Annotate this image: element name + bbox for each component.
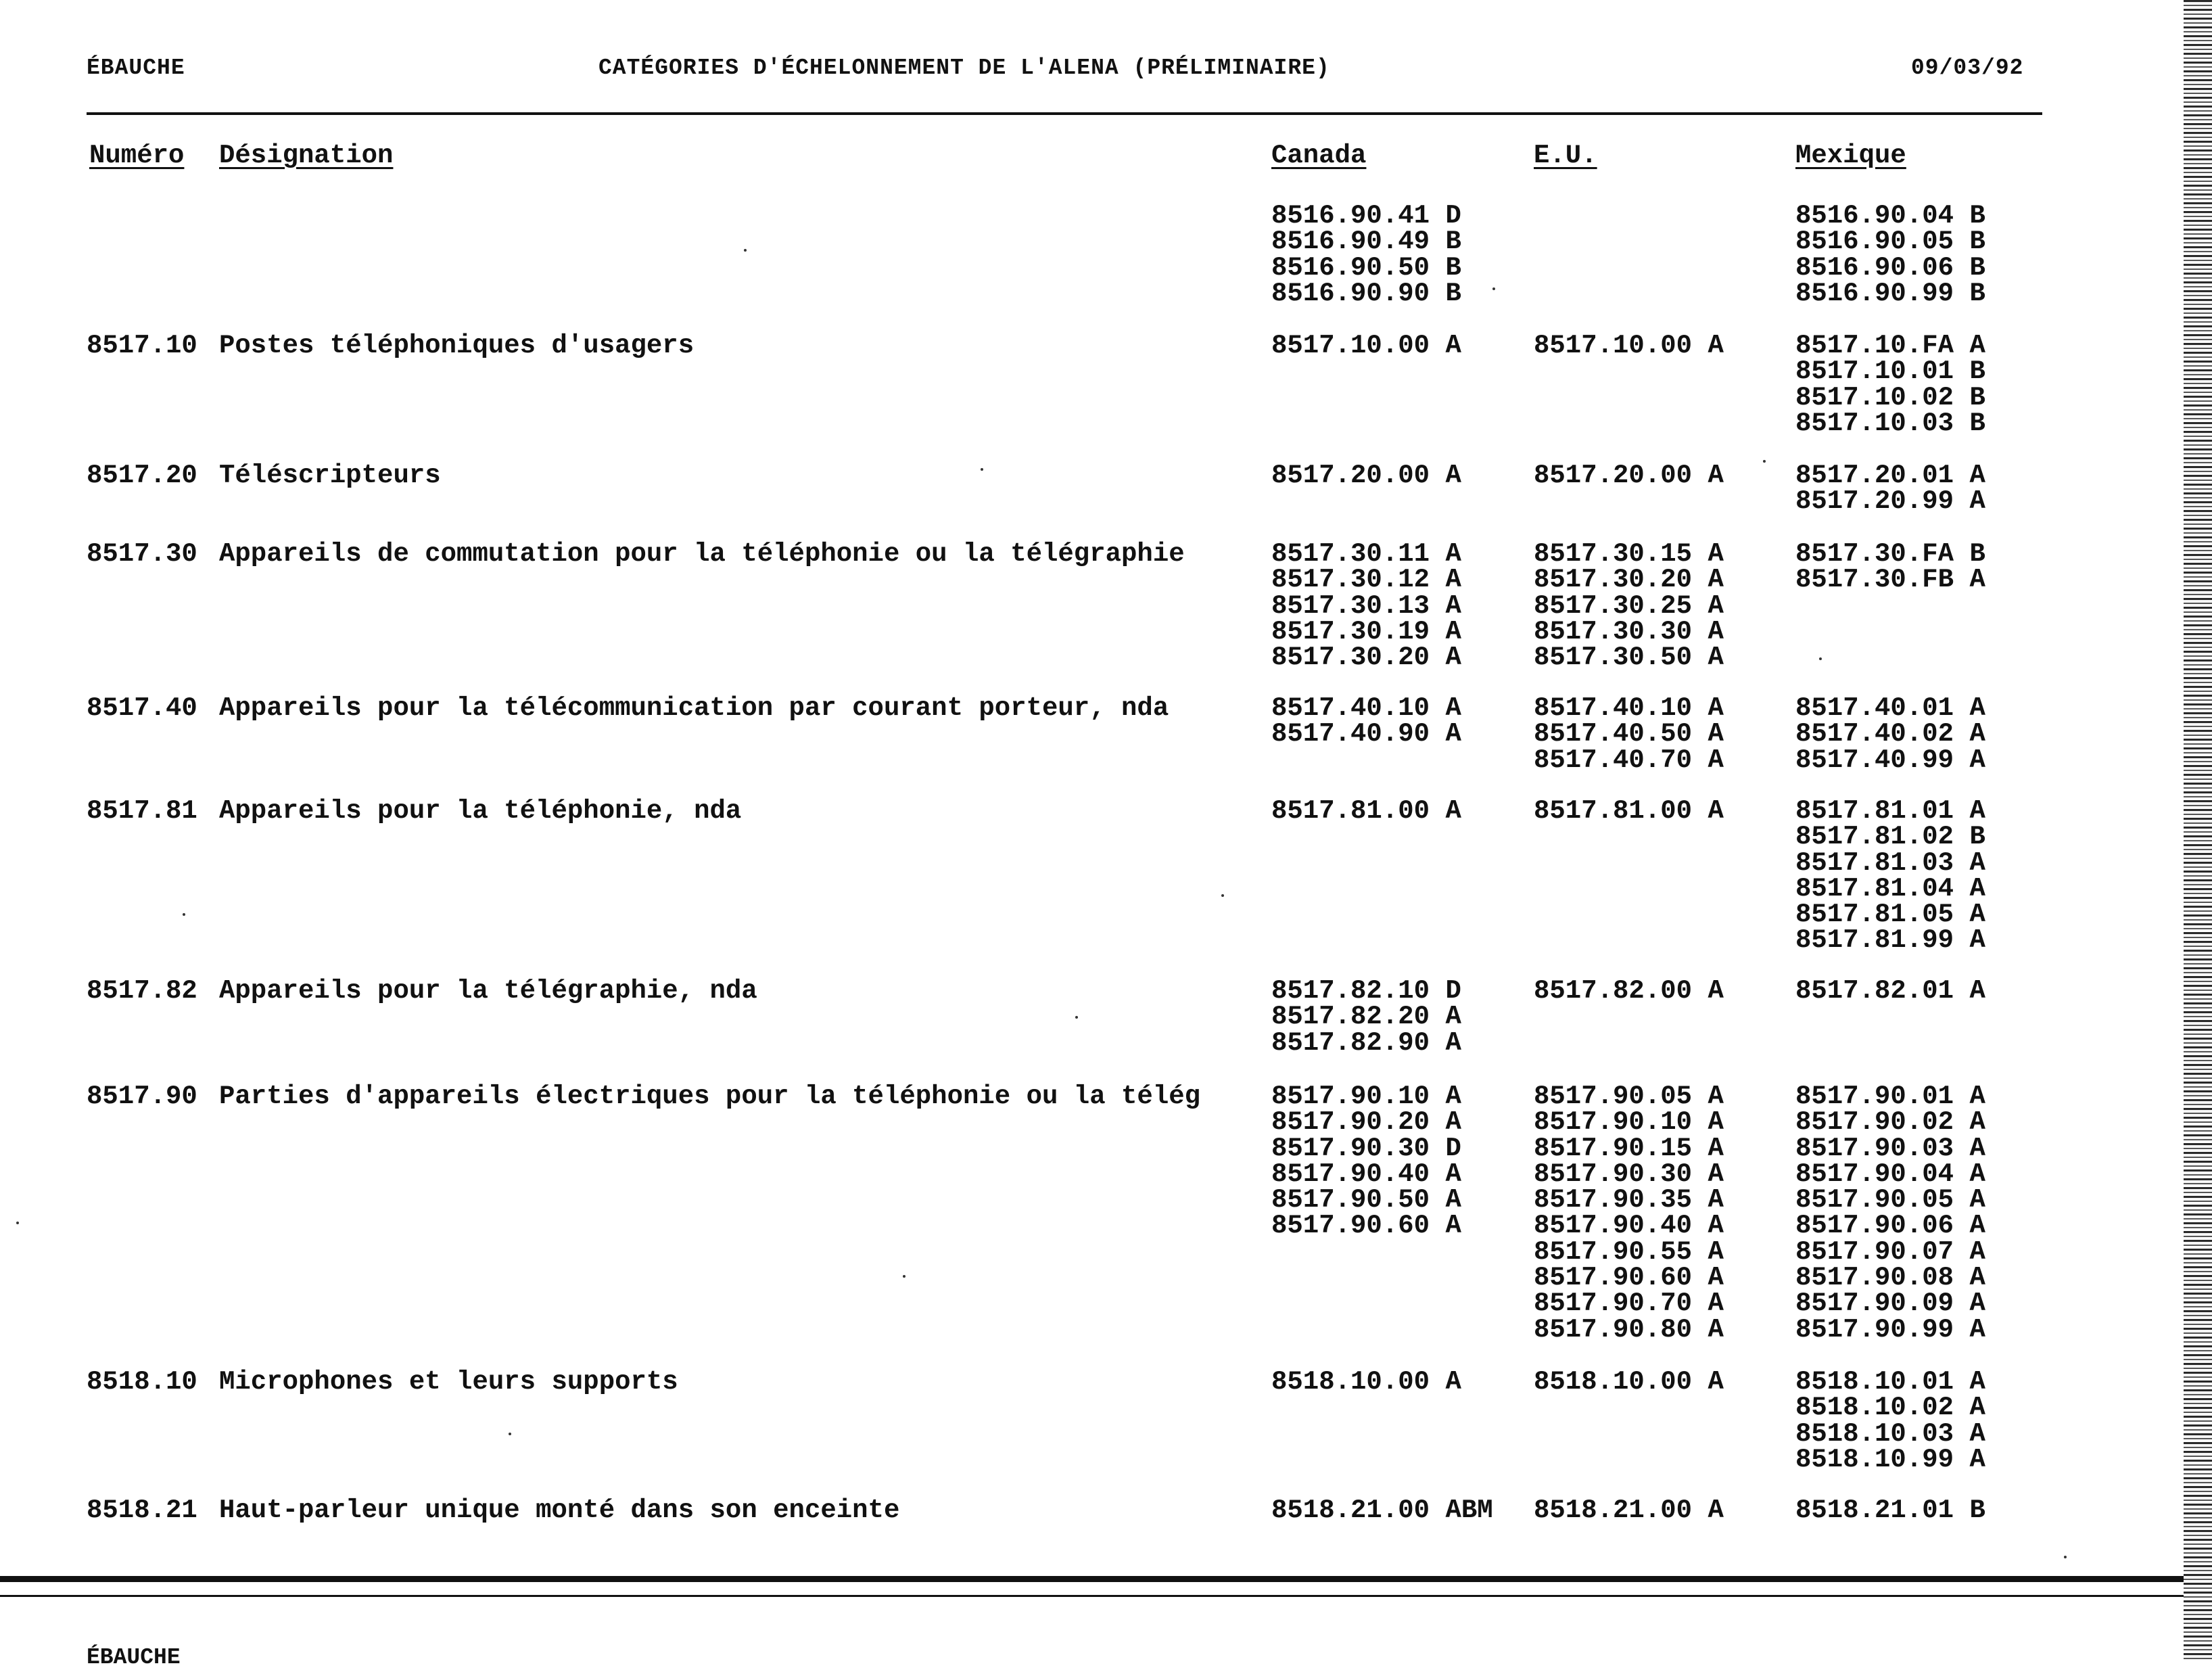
- scan-speck: [183, 913, 185, 916]
- staging-code: 8517.90.05 A: [1534, 1082, 1724, 1111]
- tariff-number: 8517.82: [87, 976, 197, 1006]
- staging-code: 8517.82.90 A: [1271, 1027, 1461, 1058]
- column-header-designation: Désignation: [219, 141, 394, 170]
- scan-speck: [1763, 460, 1766, 463]
- staging-code: 8517.90.40 A: [1271, 1159, 1461, 1189]
- eu-codes: [1534, 1084, 1724, 1343]
- staging-code: 8517.10.03 B: [1795, 408, 1985, 438]
- staging-code: 8517.40.02 A: [1795, 719, 1985, 749]
- staging-code: 8517.10.00 A: [1534, 331, 1724, 361]
- eu-codes: [1534, 1369, 1724, 1395]
- staging-code: 8517.90.70 A: [1534, 1289, 1724, 1319]
- tariff-designation: Appareils de commutation pour la téléphonie ou la télégraphie: [219, 539, 1185, 569]
- staging-code: 8518.10.03 A: [1795, 1418, 1985, 1449]
- staging-code: 8517.40.10 A: [1534, 693, 1724, 723]
- scan-speck: [1819, 657, 1822, 660]
- staging-code: 8517.90.50 A: [1271, 1185, 1461, 1215]
- tariff-number: 8517.40: [87, 693, 197, 723]
- staging-code: 8516.90.50 B: [1271, 252, 1461, 283]
- eu-codes: [1534, 463, 1724, 488]
- staging-code: 8517.30.19 A: [1271, 616, 1461, 647]
- tariff-designation: Appareils pour la télécommunication par courant porteur, nda: [219, 693, 1169, 723]
- draft-label: ÉBAUCHE: [87, 55, 185, 80]
- staging-code: 8517.81.02 B: [1795, 822, 1985, 852]
- next-page-draft-label: ÉBAUCHE: [87, 1645, 181, 1670]
- column-header-canada: Canada: [1271, 141, 1367, 170]
- staging-code: 8516.90.06 B: [1795, 252, 1985, 283]
- staging-code: 8517.90.07 A: [1795, 1236, 1985, 1267]
- mexique-codes: [1795, 978, 1985, 1004]
- staging-code: 8517.20.00 A: [1271, 461, 1461, 490]
- staging-code: 8517.90.04 A: [1795, 1159, 1985, 1189]
- eu-codes: [1534, 1495, 1724, 1525]
- canada-codes: [1271, 1369, 1461, 1395]
- staging-code: 8517.81.00 A: [1534, 796, 1724, 826]
- mexique-codes: [1795, 203, 1985, 306]
- staging-code: 8516.90.05 B: [1795, 227, 1985, 257]
- canada-codes: [1271, 203, 1461, 306]
- tariff-number: 8517.10: [87, 331, 197, 361]
- staging-code: 8517.40.90 A: [1271, 719, 1461, 749]
- scan-speck: [1075, 1016, 1078, 1019]
- staging-code: 8517.81.04 A: [1795, 873, 1985, 904]
- staging-code: 8516.90.90 B: [1271, 278, 1461, 308]
- mexique-codes: [1795, 463, 1985, 515]
- staging-code: 8517.30.30 A: [1534, 616, 1724, 647]
- staging-code: 8517.82.10 D: [1271, 976, 1461, 1006]
- staging-code: 8517.20.99 A: [1795, 486, 1985, 517]
- column-header-eu: E.U.: [1534, 141, 1597, 170]
- staging-code: 8517.90.35 A: [1534, 1185, 1724, 1215]
- page-title: CATÉGORIES D'ÉCHELONNEMENT DE L'ALENA (PRÉLIMINAIRE): [598, 55, 1330, 80]
- staging-code: 8517.90.06 A: [1795, 1211, 1985, 1241]
- staging-code: 8518.10.01 A: [1795, 1367, 1985, 1397]
- scan-edge: [2184, 0, 2212, 1661]
- mexique-codes: [1795, 1367, 1985, 1475]
- staging-code: 8517.30.50 A: [1534, 643, 1724, 673]
- mexique-codes: [1795, 695, 1985, 773]
- tariff-number: 8517.30: [87, 539, 197, 569]
- tariff-designation: Parties d'appareils électriques pour la téléphonie ou la télég: [219, 1082, 1201, 1111]
- staging-code: 8518.10.00 A: [1271, 1367, 1461, 1397]
- staging-code: 8517.90.30 A: [1534, 1159, 1724, 1189]
- staging-code: 8517.82.01 A: [1795, 976, 1985, 1006]
- scan-speck: [744, 249, 747, 252]
- column-header-mexique: Mexique: [1795, 141, 1906, 170]
- staging-code: 8517.40.70 A: [1534, 745, 1724, 775]
- staging-code: 8517.10.00 A: [1271, 331, 1461, 361]
- staging-code: 8516.90.99 B: [1795, 278, 1985, 308]
- staging-code: 8517.40.10 A: [1271, 693, 1461, 723]
- tariff-designation: Haut-parleur unique monté dans son enceinte: [219, 1495, 900, 1525]
- eu-codes: [1534, 331, 1724, 361]
- staging-code: 8517.30.20 A: [1271, 643, 1461, 673]
- canada-codes: [1271, 1495, 1493, 1525]
- tariff-number: 8517.90: [87, 1082, 197, 1111]
- staging-code: 8517.90.03 A: [1795, 1133, 1985, 1163]
- staging-code: 8517.81.00 A: [1271, 796, 1461, 826]
- staging-code: 8517.81.01 A: [1795, 796, 1985, 826]
- staging-code: 8517.90.02 A: [1795, 1107, 1985, 1138]
- staging-code: 8517.10.02 B: [1795, 382, 1985, 413]
- staging-code: 8517.90.09 A: [1795, 1289, 1985, 1319]
- staging-code: 8518.21.00 A: [1534, 1495, 1724, 1525]
- mexique-codes: [1795, 541, 1985, 593]
- tariff-designation: Microphones et leurs supports: [219, 1367, 678, 1397]
- staging-code: 8517.20.00 A: [1534, 461, 1724, 490]
- tariff-number: 8517.20: [87, 461, 197, 490]
- scan-speck: [2064, 1556, 2067, 1558]
- scan-speck: [903, 1275, 905, 1278]
- staging-code: 8516.90.41 D: [1271, 201, 1461, 231]
- eu-codes: [1534, 798, 1724, 824]
- staging-code: 8517.90.01 A: [1795, 1082, 1985, 1111]
- page-break-rule-thin: [0, 1595, 2184, 1597]
- page-break-rule-thick: [0, 1576, 2184, 1582]
- staging-code: 8517.90.60 A: [1271, 1211, 1461, 1241]
- canada-codes: [1271, 331, 1461, 361]
- staging-code: 8517.30.20 A: [1534, 565, 1724, 595]
- staging-code: 8517.82.00 A: [1534, 976, 1724, 1006]
- staging-code: 8517.90.99 A: [1795, 1314, 1985, 1345]
- scan-speck: [509, 1433, 511, 1435]
- staging-code: 8517.90.30 D: [1271, 1133, 1461, 1163]
- scan-speck: [16, 1222, 19, 1224]
- staging-code: 8517.30.FB A: [1795, 565, 1985, 595]
- staging-code: 8517.30.15 A: [1534, 539, 1724, 569]
- staging-code: 8517.81.05 A: [1795, 900, 1985, 930]
- column-header-numero: Numéro: [89, 141, 185, 170]
- tariff-number: 8518.10: [87, 1367, 197, 1397]
- staging-code: 8517.10.FA A: [1795, 331, 1985, 361]
- staging-code: 8517.82.20 A: [1271, 1002, 1461, 1032]
- tariff-designation: Appareils pour la téléphonie, nda: [219, 796, 742, 826]
- staging-code: 8517.30.12 A: [1271, 565, 1461, 595]
- staging-code: 8517.81.03 A: [1795, 848, 1985, 878]
- staging-code: 8518.10.00 A: [1534, 1367, 1724, 1397]
- tariff-number: 8518.21: [87, 1495, 197, 1525]
- eu-codes: [1534, 978, 1724, 1004]
- staging-code: 8517.90.20 A: [1271, 1107, 1461, 1138]
- tariff-designation: Postes téléphoniques d'usagers: [219, 331, 695, 361]
- staging-code: 8518.21.01 B: [1795, 1495, 1985, 1525]
- staging-code: 8517.40.50 A: [1534, 719, 1724, 749]
- scan-speck: [981, 468, 983, 471]
- canada-codes: [1271, 463, 1461, 488]
- staging-code: 8517.90.60 A: [1534, 1263, 1724, 1293]
- eu-codes: [1534, 539, 1724, 673]
- staging-code: 8517.90.08 A: [1795, 1263, 1985, 1293]
- staging-code: 8516.90.49 B: [1271, 227, 1461, 257]
- eu-codes: [1534, 695, 1724, 773]
- staging-code: 8517.90.15 A: [1534, 1133, 1724, 1163]
- tariff-number: 8517.81: [87, 796, 197, 826]
- staging-code: 8517.90.55 A: [1534, 1236, 1724, 1267]
- tariff-designation: Appareils pour la télégraphie, nda: [219, 976, 757, 1006]
- staging-code: 8517.90.40 A: [1534, 1211, 1724, 1241]
- staging-code: 8517.20.01 A: [1795, 461, 1985, 490]
- mexique-codes: [1795, 333, 1985, 436]
- staging-code: 8517.90.80 A: [1534, 1314, 1724, 1345]
- canada-codes: [1271, 798, 1461, 824]
- canada-codes: [1271, 978, 1461, 1056]
- staging-code: 8517.81.99 A: [1795, 925, 1985, 956]
- staging-code: 8517.30.13 A: [1271, 590, 1461, 621]
- header-rule: [87, 112, 2042, 115]
- canada-codes: [1271, 1084, 1461, 1239]
- canada-codes: [1271, 539, 1461, 673]
- mexique-codes: [1795, 798, 1985, 954]
- staging-code: 8517.40.99 A: [1795, 745, 1985, 775]
- staging-code: 8517.40.01 A: [1795, 693, 1985, 723]
- staging-code: 8518.21.00 ABM: [1271, 1495, 1493, 1525]
- scan-speck: [1221, 894, 1224, 897]
- tariff-designation: Téléscripteurs: [219, 461, 441, 490]
- staging-code: 8517.90.05 A: [1795, 1185, 1985, 1215]
- staging-code: 8517.90.10 A: [1534, 1107, 1724, 1138]
- scan-speck: [1492, 287, 1495, 290]
- staging-code: 8517.30.11 A: [1271, 539, 1461, 569]
- mexique-codes: [1795, 1495, 1985, 1525]
- mexique-codes: [1795, 1084, 1985, 1343]
- staging-code: 8517.10.01 B: [1795, 356, 1985, 387]
- staging-code: 8518.10.02 A: [1795, 1393, 1985, 1423]
- staging-code: 8516.90.04 B: [1795, 201, 1985, 231]
- canada-codes: [1271, 695, 1461, 747]
- staging-code: 8517.90.10 A: [1271, 1082, 1461, 1111]
- staging-code: 8517.30.FA B: [1795, 539, 1985, 569]
- date-label: 09/03/92: [1911, 55, 2024, 80]
- staging-code: 8517.30.25 A: [1534, 590, 1724, 621]
- staging-code: 8518.10.99 A: [1795, 1444, 1985, 1475]
